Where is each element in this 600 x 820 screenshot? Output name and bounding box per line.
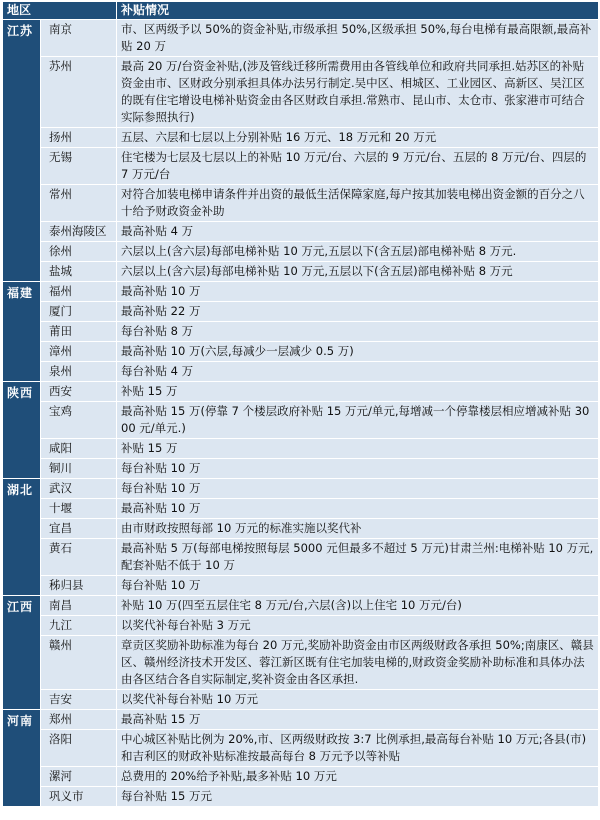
subsidy-detail-cell: 每台补贴 10 万 — [117, 459, 599, 479]
table-row — [3, 539, 599, 576]
table-row — [3, 616, 599, 636]
table-row — [3, 185, 599, 222]
city-cell: 宝鸡 — [41, 402, 117, 439]
subsidy-detail-cell: 以奖代补每台补贴 3 万元 — [117, 616, 599, 636]
city-cell: 漯河 — [41, 767, 117, 787]
subsidy-detail-cell: 五层、六层和七层以上分别补贴 16 万元、18 万元和 20 万元 — [117, 128, 599, 148]
subsidy-detail-cell: 最高补贴 15 万(停靠 7 个楼层政府补贴 15 万元/单元,每增减一个停靠楼层相应增减补贴 3000 元/单元.) — [117, 402, 599, 439]
subsidy-detail-cell: 市、区两级予以 50%的资金补贴,市级承担 50%,区级承担 50%,每台电梯有最高限额,最高补贴 20 万 — [117, 20, 599, 57]
subsidy-detail-cell: 最高补贴 10 万 — [117, 282, 599, 302]
city-cell: 郑州 — [41, 710, 117, 730]
city-cell: 铜川 — [41, 459, 117, 479]
table-row — [3, 479, 599, 499]
table-row — [3, 459, 599, 479]
table-body — [3, 20, 599, 807]
table-row — [3, 402, 599, 439]
city-cell: 秭归县 — [41, 576, 117, 596]
city-cell: 洛阳 — [41, 730, 117, 767]
table-row — [3, 730, 599, 767]
city-cell: 泉州 — [41, 362, 117, 382]
table-row — [3, 636, 599, 690]
table-row — [3, 576, 599, 596]
table-row — [3, 519, 599, 539]
subsidy-detail-cell: 每台补贴 8 万 — [117, 322, 599, 342]
city-cell: 泰州海陵区 — [41, 222, 117, 242]
table-row — [3, 710, 599, 730]
table-row — [3, 342, 599, 362]
table-row — [3, 222, 599, 242]
table-row — [3, 499, 599, 519]
city-cell: 咸阳 — [41, 439, 117, 459]
table-row — [3, 148, 599, 185]
subsidy-detail-cell: 最高补贴 10 万 — [117, 499, 599, 519]
city-cell: 莆田 — [41, 322, 117, 342]
table-row — [3, 362, 599, 382]
header-subsidy: 补贴情况 — [117, 2, 599, 20]
table-row — [3, 439, 599, 459]
subsidy-detail-cell: 最高补贴 4 万 — [117, 222, 599, 242]
table-row — [3, 690, 599, 710]
province-cell: 江苏 — [3, 20, 41, 282]
city-cell: 宜昌 — [41, 519, 117, 539]
table-row — [3, 20, 599, 57]
province-cell: 福建 — [3, 282, 41, 382]
city-cell: 巩义市 — [41, 787, 117, 807]
city-cell: 扬州 — [41, 128, 117, 148]
city-cell: 福州 — [41, 282, 117, 302]
subsidy-detail-cell: 最高补贴 22 万 — [117, 302, 599, 322]
city-cell: 西安 — [41, 382, 117, 402]
table-row — [3, 382, 599, 402]
city-cell: 赣州 — [41, 636, 117, 690]
city-cell: 无锡 — [41, 148, 117, 185]
header-region: 地区 — [3, 2, 117, 20]
city-cell: 厦门 — [41, 302, 117, 322]
table-row — [3, 128, 599, 148]
city-cell: 武汉 — [41, 479, 117, 499]
subsidy-detail-cell: 章贡区奖励补助标准为每台 20 万元,奖励补助资金由市区两级财政各承担 50%;南康区、赣县区、赣州经济技术开发区、蓉江新区既有住宅加装电梯的,财政资金奖励补助标准和具体办法由各区结合各自实际制定,奖补资金由各区承担. — [117, 636, 599, 690]
city-cell: 吉安 — [41, 690, 117, 710]
subsidy-detail-cell: 住宅楼为七层及七层以上的补贴 10 万元/台、六层的 9 万元/台、五层的 8 万元/台、四层的 7 万元/台 — [117, 148, 599, 185]
city-cell: 苏州 — [41, 57, 117, 128]
city-cell: 盐城 — [41, 262, 117, 282]
city-cell: 徐州 — [41, 242, 117, 262]
subsidy-detail-cell: 由市财政按照每部 10 万元的标准实施以奖代补 — [117, 519, 599, 539]
table-row — [3, 282, 599, 302]
city-cell: 南昌 — [41, 596, 117, 616]
subsidy-detail-cell: 中心城区补贴比例为 20%,市、区两级财政按 3:7 比例承担,最高每台补贴 10 万元;各县(市)和吉利区的财政补贴标准按最高每台 8 万元予以等补贴 — [117, 730, 599, 767]
table-row — [3, 262, 599, 282]
table-row — [3, 57, 599, 128]
subsidy-detail-cell: 补贴 10 万(四至五层住宅 8 万元/台,六层(含)以上住宅 10 万元/台) — [117, 596, 599, 616]
subsidy-detail-cell: 最高补贴 10 万(六层,每减少一层减少 0.5 万) — [117, 342, 599, 362]
subsidy-detail-cell: 以奖代补每台补贴 10 万元 — [117, 690, 599, 710]
subsidy-detail-cell: 最高补贴 5 万(每部电梯按照每层 5000 元但最多不超过 5 万元)甘肃兰州:电梯补贴 10 万元,配套补贴不低于 10 万 — [117, 539, 599, 576]
city-cell: 黄石 — [41, 539, 117, 576]
province-cell: 江西 — [3, 596, 41, 710]
table-row — [3, 787, 599, 807]
table-row — [3, 322, 599, 342]
subsidy-detail-cell: 补贴 15 万 — [117, 439, 599, 459]
subsidy-detail-cell: 每台补贴 15 万元 — [117, 787, 599, 807]
subsidy-detail-cell: 六层以上(含六层)每部电梯补贴 10 万元,五层以下(含五层)部电梯补贴 8 万元 — [117, 262, 599, 282]
table-row — [3, 596, 599, 616]
city-cell: 南京 — [41, 20, 117, 57]
subsidy-table — [2, 1, 599, 807]
subsidy-detail-cell: 最高 20 万/台资金补贴,(涉及管线迁移所需费用由各管线单位和政府共同承担.姑苏区的补贴资金由市、区财政分别承担具体办法另行制定.吴中区、相城区、工业园区、高新区、吴江区的既有住宅增设电梯补贴资金由各区财政自承担.常熟市、昆山市、太仓市、张家港市可结合实际参照执行) — [117, 57, 599, 128]
city-cell: 常州 — [41, 185, 117, 222]
subsidy-detail-cell: 总费用的 20%给予补贴,最多补贴 10 万元 — [117, 767, 599, 787]
province-cell: 陕西 — [3, 382, 41, 479]
city-cell: 九江 — [41, 616, 117, 636]
province-cell: 河南 — [3, 710, 41, 807]
subsidy-detail-cell: 最高补贴 15 万 — [117, 710, 599, 730]
subsidy-detail-cell: 每台补贴 10 万 — [117, 576, 599, 596]
subsidy-detail-cell: 六层以上(含六层)每部电梯补贴 10 万元,五层以下(含五层)部电梯补贴 8 万元. — [117, 242, 599, 262]
subsidy-detail-cell: 每台补贴 4 万 — [117, 362, 599, 382]
header-row — [3, 2, 599, 20]
table-row — [3, 242, 599, 262]
subsidy-detail-cell: 每台补贴 10 万 — [117, 479, 599, 499]
city-cell: 十堰 — [41, 499, 117, 519]
table-row — [3, 302, 599, 322]
province-cell: 湖北 — [3, 479, 41, 596]
subsidy-detail-cell: 补贴 15 万 — [117, 382, 599, 402]
table-row — [3, 767, 599, 787]
subsidy-detail-cell: 对符合加装电梯申请条件并出资的最低生活保障家庭,每户按其加装电梯出资金额的百分之八十给予财政资金补助 — [117, 185, 599, 222]
city-cell: 漳州 — [41, 342, 117, 362]
